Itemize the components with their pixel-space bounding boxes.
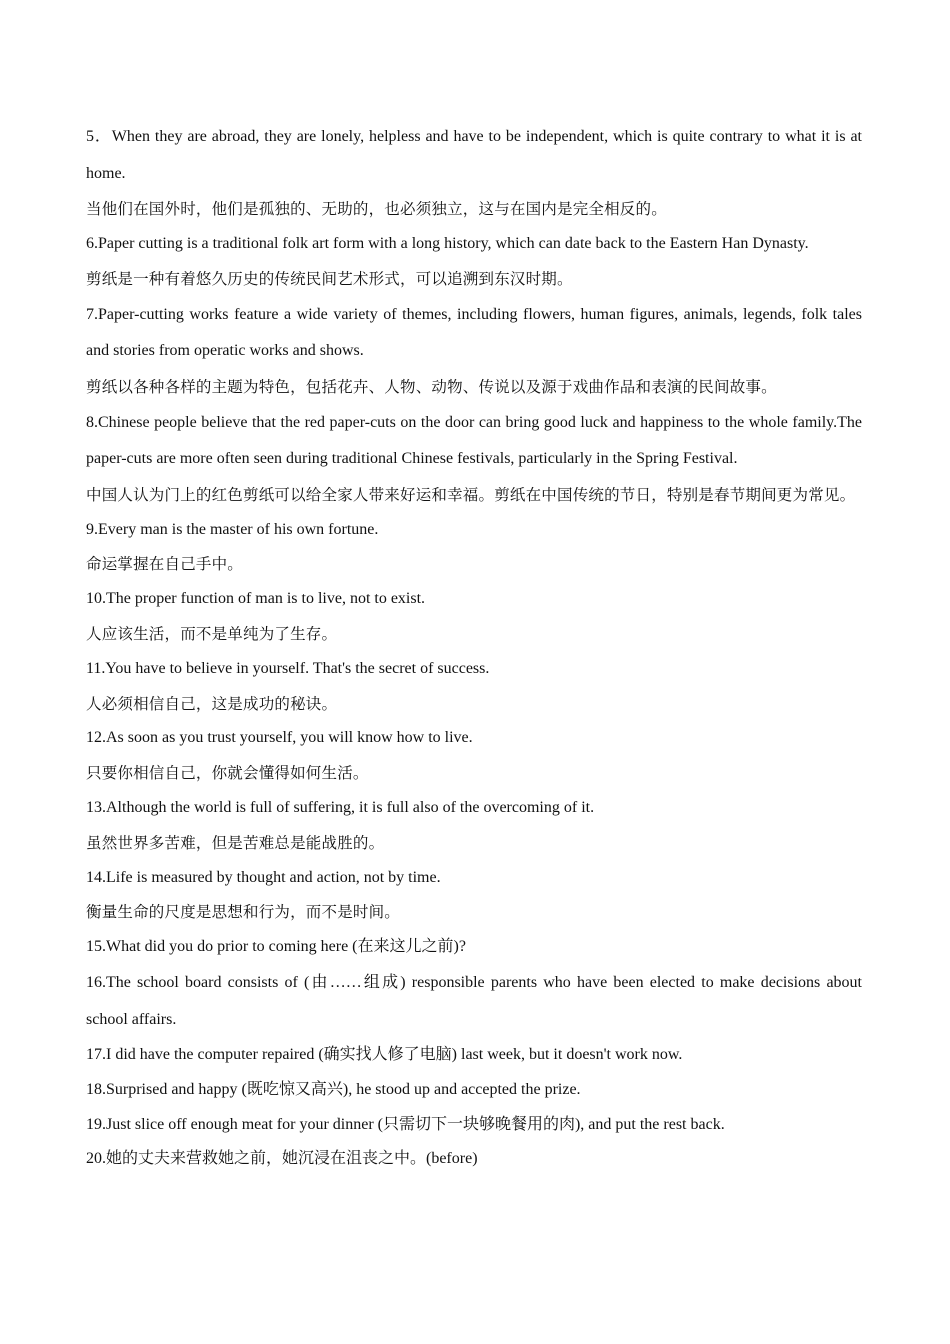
sentence-10-en: 10.The proper function of man is to live, not to exist. [86, 590, 426, 608]
exercise-18: 18.Surprised and happy (既吃惊又高兴), he stood up and accepted the prize. [86, 1080, 581, 1098]
sentence-7-zh: 剪纸以各种各样的主题为特色，包括花卉、人物、动物、传说以及源于戏曲作品和表演的民间故事。 [86, 377, 777, 396]
document-page [86, 119, 862, 1177]
sentence-11-en: 11.You have to believe in yourself. That's the secret of success. [86, 659, 490, 677]
sentence-8-en: 8.Chinese people believe that the red paper-cuts on the door can bring good luck and happiness to the whole family.The paper-cuts are more often seen during traditional Chinese festivals, particularly in the Spring Festival. [86, 413, 862, 468]
sentence-5-en: 5．When they are abroad, they are lonely, helpless and have to be independent, which is quite contrary to what it is at home. [86, 128, 862, 182]
sentence-14-en: 14.Life is measured by thought and action, not by time. [86, 868, 441, 886]
sentence-11-zh: 人必须相信自己，这是成功的秘诀。 [86, 694, 338, 713]
exercise-19: 19.Just slice off enough meat for your dinner (只需切下一块够晚餐用的肉), and put the rest back. [86, 1115, 725, 1133]
sentence-13-en: 13.Although the world is full of suffering, it is full also of the overcoming of it. [86, 798, 595, 816]
sentence-12-zh: 只要你相信自己，你就会懂得如何生活。 [86, 764, 369, 783]
exercise-16: 16.The school board consists of (由……组成) responsible parents who have been elected to make decisions about school affairs. [86, 973, 862, 1028]
sentence-6-en: 6.Paper cutting is a traditional folk art form with a long history, which can date back to the Eastern Han Dynasty. [86, 234, 809, 252]
exercise-17: 17.I did have the computer repaired (确实找人修了电脑) last week, but it doesn't work now. [86, 1046, 683, 1064]
sentence-5-zh: 当他们在国外时，他们是孤独的、无助的，也必须独立，这与在国内是完全相反的。 [86, 200, 667, 219]
sentence-10-zh: 人应该生活，而不是单纯为了生存。 [86, 624, 338, 643]
sentence-7-en: 7.Paper-cutting works feature a wide variety of themes, including flowers, human figures, animals, legends, folk tales and stories from operatic works and shows. [86, 305, 862, 360]
sentence-6-zh: 剪纸是一种有着悠久历史的传统民间艺术形式，可以追溯到东汉时期。 [86, 269, 573, 288]
sentence-13-zh: 虽然世界多苦难，但是苦难总是能战胜的。 [86, 833, 385, 852]
sentence-8-zh: 中国人认为门上的红色剪纸可以给全家人带来好运和幸福。剪纸在中国传统的节日，特别是春节期间更为常见。 [86, 485, 856, 504]
sentence-12-en: 12.As soon as you trust yourself, you will know how to live. [86, 729, 473, 747]
exercise-15: 15.What did you do prior to coming here (在来这儿之前)? [86, 938, 466, 956]
sentence-9-en: 9.Every man is the master of his own fortune. [86, 520, 379, 538]
exercise-20: 20.她的丈夫来营救她之前，她沉浸在沮丧之中。(before) [86, 1150, 478, 1168]
sentence-9-zh: 命运掌握在自己手中。 [86, 555, 244, 574]
sentence-14-zh: 衡量生命的尺度是思想和行为，而不是时间。 [86, 903, 401, 922]
